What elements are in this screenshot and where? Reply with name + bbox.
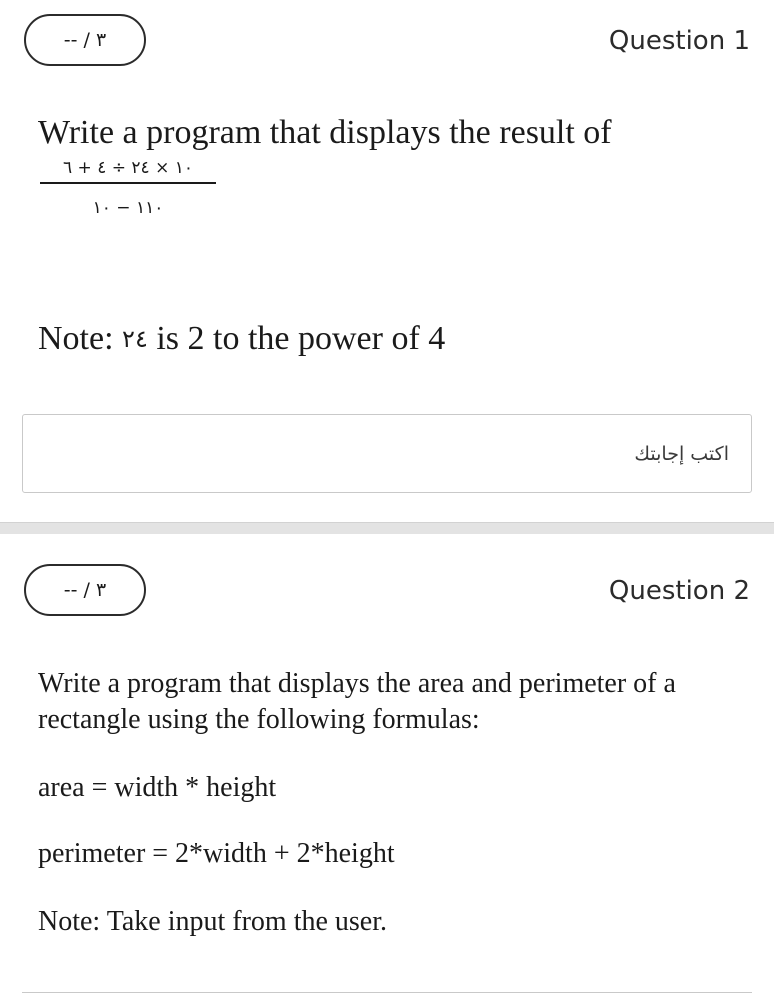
- math-fraction: [40, 158, 216, 218]
- question-note: [38, 320, 445, 358]
- question-card-2: [0, 534, 774, 996]
- fraction-numerator: ١٠ × ٢٤ ÷ ٤ + ٦: [63, 158, 193, 178]
- formula-area: area = width * height: [38, 772, 277, 803]
- note-power-term: ٢٤: [122, 325, 148, 353]
- question-prompt: Write a program that displays the result of: [38, 114, 612, 151]
- answer-input[interactable]: [22, 414, 752, 493]
- card-separator: [0, 522, 774, 534]
- question-text-line: rectangle using the following formulas:: [38, 704, 480, 735]
- formula-perimeter: perimeter = 2*width + 2*height: [38, 838, 395, 869]
- points-badge: -- / ٣: [24, 14, 146, 66]
- note-prefix: Note:: [38, 320, 123, 357]
- question-text-line: Write a program that displays the area and perimeter of a: [38, 668, 676, 699]
- points-badge: -- / ٣: [24, 564, 146, 616]
- answer-box-edge: [22, 992, 752, 996]
- question-note: Note: Take input from the user.: [38, 906, 388, 937]
- question-title: Question 2: [608, 576, 750, 606]
- note-suffix: is 2 to the power of 4: [147, 320, 446, 357]
- question-title: Question 1: [608, 26, 750, 56]
- fraction-denominator: ١١٠ − ١٠: [92, 198, 164, 218]
